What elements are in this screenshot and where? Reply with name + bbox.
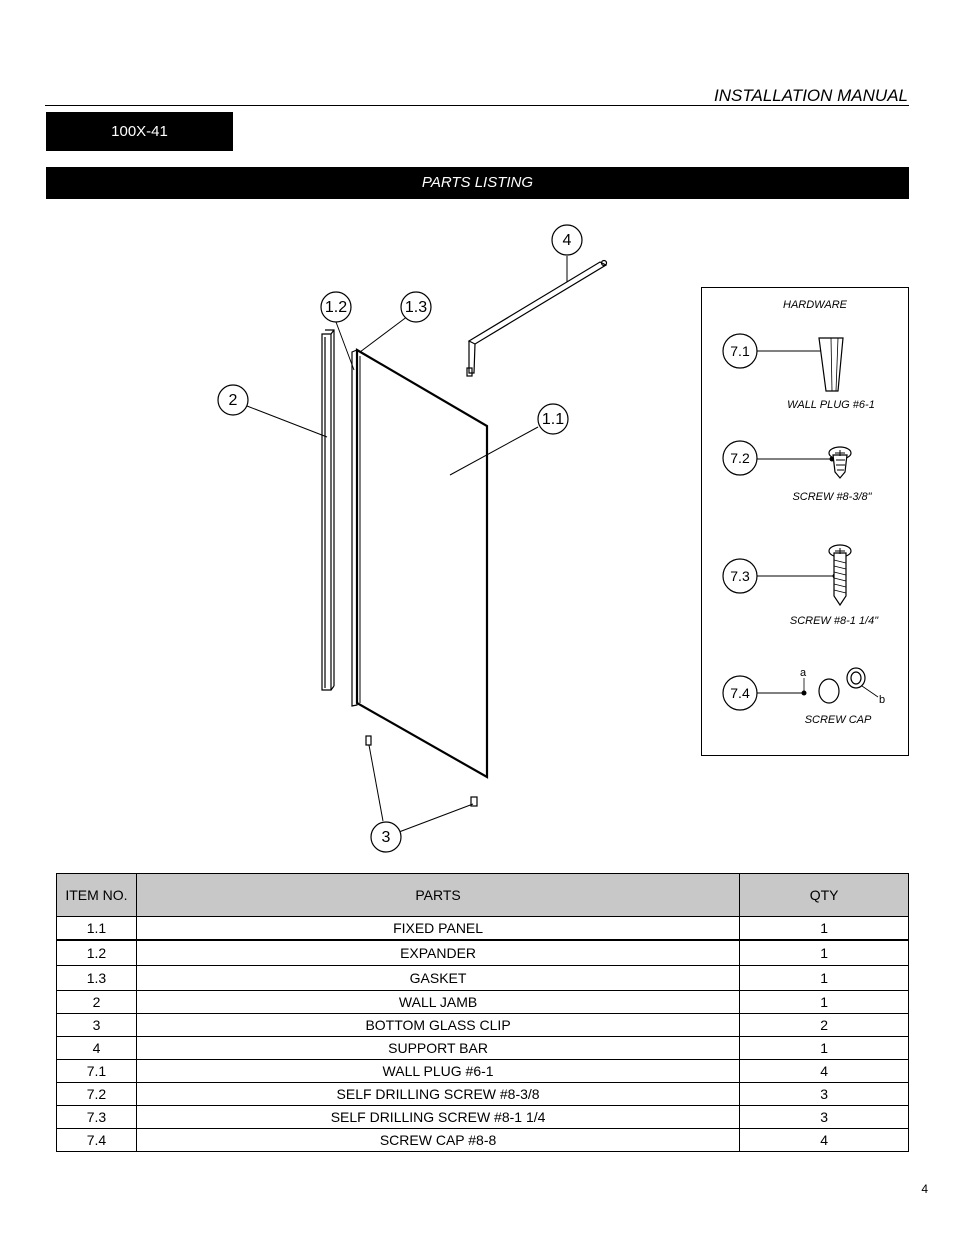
callout-4 [552, 225, 582, 255]
fixed-panel-drawing [357, 350, 487, 777]
svg-text:7.3: 7.3 [730, 568, 750, 584]
manual-title: INSTALLATION MANUAL [714, 86, 908, 105]
svg-text:2: 2 [228, 392, 238, 409]
svg-text:SCREW CAP: SCREW CAP [804, 714, 872, 726]
parts-table-header [57, 874, 909, 917]
svg-text:7.2: 7.2 [730, 450, 750, 466]
item-no: 7.4 [57, 1129, 137, 1152]
callout-2 [218, 385, 248, 415]
header-qty: QTY [740, 874, 909, 917]
header-item-no: ITEM NO. [57, 874, 137, 917]
part-name: WALL JAMB [136, 991, 739, 1014]
svg-text:SCREW #8-1 1/4": SCREW #8-1 1/4" [789, 615, 879, 627]
part-name: EXPANDER [136, 940, 739, 966]
part-name: WALL PLUG #6-1 [136, 1060, 739, 1083]
part-name: SELF DRILLING SCREW #8-1 1/4 [136, 1106, 739, 1129]
table-row [57, 917, 909, 941]
model-number: 100X-41 [46, 112, 233, 151]
table-row [57, 1129, 909, 1152]
callout-1-2 [321, 292, 351, 322]
item-no: 2 [57, 991, 137, 1014]
table-row [57, 966, 909, 991]
parts-table [56, 873, 909, 1152]
table-row [57, 1083, 909, 1106]
part-qty: 1 [740, 1037, 909, 1060]
table-row [57, 1037, 909, 1060]
table-row [57, 940, 909, 966]
part-name: FIXED PANEL [136, 917, 739, 941]
hardware-title: HARDWARE [783, 299, 847, 311]
item-no: 4 [57, 1037, 137, 1060]
wall-jamb-drawing [322, 330, 334, 690]
part-qty: 1 [740, 991, 909, 1014]
item-no: 7.3 [57, 1106, 137, 1129]
svg-text:SCREW #8-3/8": SCREW #8-3/8" [792, 491, 872, 503]
table-row [57, 1014, 909, 1037]
item-no: 1.3 [57, 966, 137, 991]
svg-text:1.3: 1.3 [404, 299, 428, 316]
item-no: 7.2 [57, 1083, 137, 1106]
part-name: BOTTOM GLASS CLIP [136, 1014, 739, 1037]
part-qty: 3 [740, 1083, 909, 1106]
part-name: GASKET [136, 966, 739, 991]
support-bar-drawing [467, 261, 607, 377]
item-no: 1.2 [57, 940, 137, 966]
part-qty: 1 [740, 940, 909, 966]
callouts [218, 225, 582, 852]
svg-text:4: 4 [562, 232, 572, 249]
callout-3 [371, 822, 401, 852]
part-qty: 4 [740, 1060, 909, 1083]
part-qty: 1 [740, 917, 909, 941]
section-title: PARTS LISTING [46, 167, 909, 199]
bottom-glass-clip-drawing [366, 736, 477, 806]
table-row [57, 991, 909, 1014]
part-name: SCREW CAP #8-8 [136, 1129, 739, 1152]
part-qty: 2 [740, 1014, 909, 1037]
item-no: 3 [57, 1014, 137, 1037]
svg-text:7.1: 7.1 [730, 343, 750, 359]
svg-text:1.1: 1.1 [541, 411, 565, 428]
part-qty: 3 [740, 1106, 909, 1129]
svg-text:1.2: 1.2 [324, 299, 348, 316]
table-row [57, 1106, 909, 1129]
table-row [57, 1060, 909, 1083]
part-qty: 4 [740, 1129, 909, 1152]
part-name: SUPPORT BAR [136, 1037, 739, 1060]
part-qty: 1 [740, 966, 909, 991]
callout-1-1 [538, 404, 568, 434]
item-no: 7.1 [57, 1060, 137, 1083]
svg-text:WALL PLUG #6-1: WALL PLUG #6-1 [787, 399, 875, 411]
part-name: SELF DRILLING SCREW #8-3/8 [136, 1083, 739, 1106]
svg-text:b: b [878, 694, 886, 706]
item-no: 1.1 [57, 917, 137, 941]
page-number: 4 [921, 1182, 928, 1196]
svg-text:3: 3 [381, 829, 391, 846]
svg-text:a: a [799, 667, 807, 679]
leader-lines [247, 256, 567, 832]
callout-1-3 [401, 292, 431, 322]
header-parts: PARTS [136, 874, 739, 917]
svg-text:7.4: 7.4 [730, 685, 750, 701]
hardware-box [702, 288, 909, 756]
